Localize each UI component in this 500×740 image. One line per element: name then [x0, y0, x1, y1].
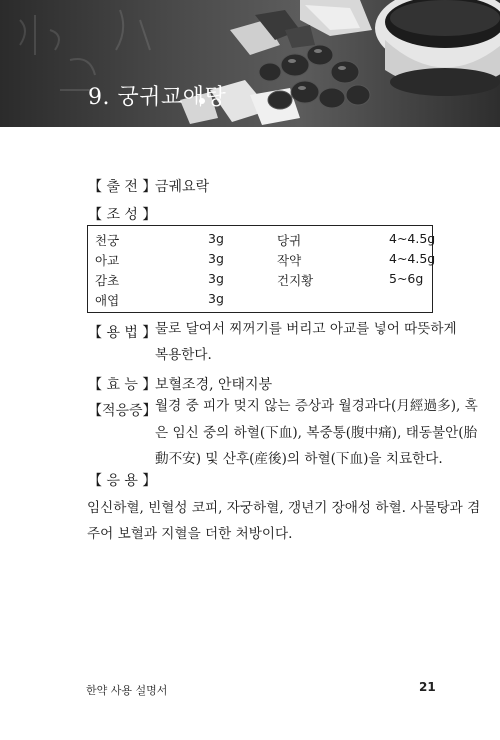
page-title: 9. 궁귀교애탕 — [88, 85, 227, 110]
herb-name: 천궁 — [95, 233, 120, 248]
herb-table — [87, 225, 436, 313]
usage-label: 【 용 법 】 — [88, 325, 157, 341]
herb-name: 아교 — [95, 253, 120, 268]
herb-name: 당귀 — [277, 233, 302, 248]
indication-label: 【적응증】 — [88, 403, 157, 419]
herb-photo — [0, 0, 500, 127]
herb-amount: 4~4.5g — [389, 231, 436, 246]
application-label: 【 응 용 】 — [88, 473, 157, 489]
effect-label: 【 효 능 】 — [88, 377, 157, 393]
source-label: 【 출 전 】 — [88, 179, 157, 195]
effect-value: 보혈조경, 안태지붕 — [155, 377, 273, 393]
herb-name: 애엽 — [95, 293, 120, 308]
herb-amount: 5~6g — [389, 271, 424, 286]
herb-name: 작약 — [277, 253, 302, 268]
page-number: 21 — [419, 680, 436, 694]
book-title: 한약 사용 설명서 — [86, 684, 168, 697]
composition-label: 【 조 성 】 — [88, 207, 157, 223]
application-line-2: 주어 보혈과 지혈을 더한 처방이다. — [87, 526, 293, 542]
usage-line-1: 물로 달여서 찌꺼기를 버리고 아교를 넣어 따뜻하게 — [155, 321, 457, 337]
indication-line-2: 은 임신 중의 하혈(下血), 복중통(腹中痛), 태동불안(胎 — [155, 425, 478, 441]
header-banner — [0, 0, 500, 127]
indication-line-1: 월경 중 피가 멎지 않는 증상과 월경과다(月經過多), 혹 — [155, 398, 478, 414]
herb-name: 감초 — [95, 273, 120, 288]
application-line-1: 임신하혈, 빈혈성 코피, 자궁하혈, 갱년기 장애성 하혈. 사물탕과 겸 — [87, 500, 481, 516]
usage-line-2: 복용한다. — [155, 347, 212, 363]
herb-amount: 3g — [208, 231, 224, 246]
herb-name: 건지황 — [277, 273, 314, 288]
indication-line-3: 動不安) 및 산후(産後)의 하혈(下血)을 치료한다. — [155, 451, 443, 467]
source-value: 금궤요락 — [155, 179, 210, 195]
herb-amount: 3g — [208, 271, 224, 286]
herb-amount: 4~4.5g — [389, 251, 436, 266]
herb-amount: 3g — [208, 291, 224, 306]
herb-amount: 3g — [208, 251, 224, 266]
